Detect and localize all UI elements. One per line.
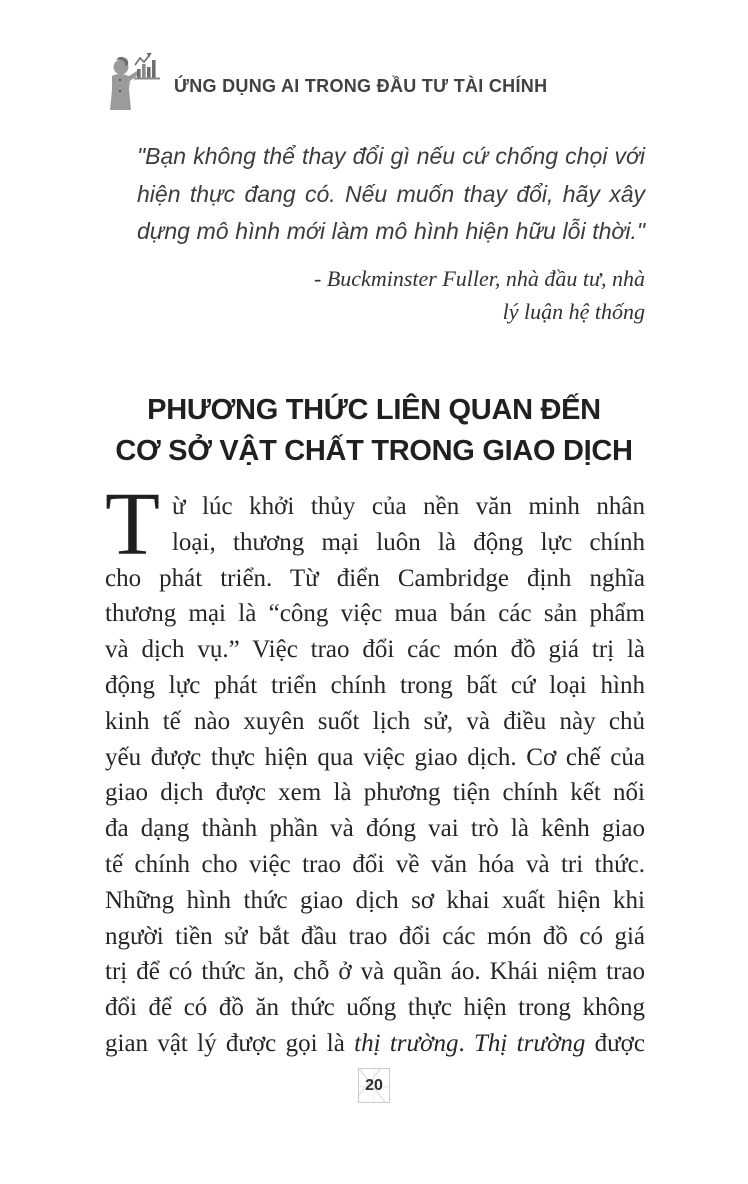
quote-attribution bbox=[225, 262, 645, 328]
text-line: đổi để có đồ ăn thức uống thực hiện trong không bbox=[105, 994, 645, 1022]
text-line: hiện thực đang có. Nếu muốn thay đổi, hãy xây bbox=[137, 180, 645, 207]
page-number-box bbox=[358, 1068, 390, 1103]
text-line: dựng mô hình mới làm mô hình hiện hữu lỗi thời." bbox=[137, 218, 645, 244]
chapter-title bbox=[0, 390, 748, 472]
text-line: gian vật lý được gọi là thị trường. Thị trường được bbox=[105, 1029, 645, 1057]
epigraph-quote bbox=[137, 138, 645, 251]
body-text bbox=[105, 475, 645, 1062]
drop-cap: T bbox=[105, 475, 160, 574]
text-line: - Buckminster Fuller, nhà đầu tư, nhà bbox=[314, 266, 645, 291]
text-line: yếu được thực hiện qua việc giao dịch. Cơ chế của bbox=[105, 743, 645, 771]
text-line: Những hình thức giao dịch sơ khai xuất hiện khi bbox=[105, 886, 645, 914]
text-line: lý luận hệ thống bbox=[502, 299, 645, 324]
text-line: loại, thương mại luôn là động lực chính bbox=[171, 528, 645, 556]
text-line: cho phát triển. Từ điển Cambridge định nghĩa bbox=[105, 564, 645, 592]
text-line: đa dạng thành phần và đóng vai trò là kênh giao bbox=[105, 815, 645, 843]
text-line: động lực phát triển chính trong bất cứ loại hình bbox=[105, 671, 645, 699]
text-line: kinh tế nào xuyên suốt lịch sử, và điều này chủ bbox=[105, 707, 645, 735]
page-number: 20 bbox=[365, 1076, 383, 1094]
text-line: tế chính cho việc trao đổi về văn hóa và tri thức. bbox=[105, 850, 645, 878]
text-line: CƠ SỞ VẬT CHẤT TRONG GIAO DỊCH bbox=[115, 435, 633, 467]
text-line: PHƯƠNG THỨC LIÊN QUAN ĐẾN bbox=[147, 394, 601, 426]
text-line: ừ lúc khởi thủy của nền văn minh nhân bbox=[171, 493, 645, 520]
running-header bbox=[102, 52, 547, 112]
text-line: người tiền sử bắt đầu trao đổi các món đồ có giá bbox=[105, 922, 645, 950]
text-line: và dịch vụ.” Việc trao đổi các món đồ giá trị là bbox=[105, 636, 645, 664]
book-title: ỨNG DỤNG AI TRONG ĐẦU TƯ TÀI CHÍNH bbox=[174, 75, 548, 96]
text-line: thương mại là “công việc mua bán các sản phẩm bbox=[105, 600, 645, 628]
person-presenting-charts-icon bbox=[102, 52, 164, 112]
text-line: "Bạn không thể thay đổi gì nếu cứ chống chọi với bbox=[137, 143, 645, 169]
text-line: giao dịch được xem là phương tiện chính kết nối bbox=[105, 779, 645, 807]
body-paragraph bbox=[105, 475, 645, 1062]
text-line: trị để có thức ăn, chỗ ở và quần áo. Khái niệm trao bbox=[105, 958, 645, 986]
